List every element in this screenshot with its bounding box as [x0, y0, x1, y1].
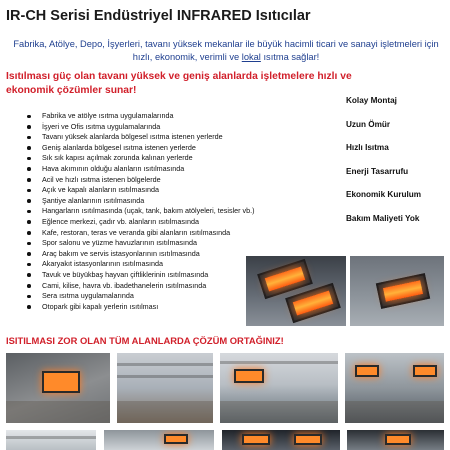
infrared-heater-graphic: [413, 365, 437, 377]
use-case-item: Akaryakıt istasyonlarının ısıtılmasında: [26, 259, 336, 270]
use-case-item: Şantiye alanlarının ısıtılmasında: [26, 196, 336, 207]
installation-photo-3: [220, 353, 338, 423]
feature-item: Uzun Ömür: [346, 119, 391, 129]
use-case-item: Eğlence merkezi, çadır vb. alanların ısıtılmasında: [26, 217, 336, 228]
headline: Isıtılması güç olan tavanı yüksek ve geniş alanlarda işletmelere hızlı ve ekonomik çözümler sunar!: [6, 71, 352, 96]
floor-shape: [220, 401, 338, 423]
intro-text-underlined: lokal: [241, 52, 261, 62]
use-case-item: Sık sık kapısı açılmak zorunda kalınan yerlerde: [26, 153, 336, 164]
ceiling-beam: [220, 361, 338, 364]
use-case-item: Kafe, restoran, teras ve veranda gibi alanların ısıtılmasında: [26, 228, 336, 239]
feature-item: Bakım Maliyeti Yok: [346, 213, 420, 223]
installation-photo-6: [104, 430, 214, 450]
use-case-item: Acil ve hızlı ısıtma istenen bölgelerde: [26, 175, 336, 186]
installation-photo-1: [6, 353, 110, 423]
floor-shape: [345, 401, 444, 423]
installation-photo-5: [6, 430, 96, 450]
feature-item: Enerji Tasarrufu: [346, 166, 409, 176]
use-case-item: Sera ısıtma uygulamalarında: [26, 291, 336, 302]
use-case-item: Hava akımının olduğu alanların ısıtılmasında: [26, 164, 336, 175]
infrared-heater-graphic: [355, 365, 379, 377]
use-case-item: Fabrika ve atölye ısıtma uygulamalarında: [26, 111, 336, 122]
installation-photo-8: [347, 430, 444, 450]
infrared-heater-graphic: [42, 371, 80, 393]
floor-shape: [6, 401, 110, 423]
use-case-item: Spor salonu ve yüzme havuzlarının ısıtılmasında: [26, 238, 336, 249]
heater-photo-1: [246, 256, 346, 326]
infrared-heater-graphic: [242, 434, 270, 445]
floor-shape: [117, 401, 213, 423]
use-case-item: Açık ve kapalı alanların ısıtılmasında: [26, 185, 336, 196]
use-case-item: Otopark gibi kapalı yerlerin ısıtılması: [26, 302, 336, 313]
feature-item: Kolay Montaj: [346, 96, 397, 105]
heater-photo-2: [350, 256, 444, 326]
use-case-item: Hangarların ısıtılmasında (uçak, tank, bakım atölyeleri, tesisler vb.): [26, 206, 336, 217]
use-case-item: Araç bakım ve servis istasyonlarının ısıtılmasında: [26, 249, 336, 260]
intro-text: [10, 38, 442, 64]
ceiling-beam: [117, 375, 213, 378]
infrared-heater-graphic: [294, 434, 322, 445]
installation-photo-2: [117, 353, 213, 423]
installation-photo-7: [222, 430, 340, 450]
use-case-item: Cami, kilise, havra vb. ibadethanelerin ısıtılmasında: [26, 281, 336, 292]
gallery-caption: ISITILMASI ZOR OLAN TÜM ALANLARDA ÇÖZÜM ORTAĞINIZ!: [6, 335, 284, 346]
infrared-heater-graphic: [164, 434, 188, 444]
use-case-item: Tavuk ve büyükbaş hayvan çiftliklerinin ısıtılmasında: [26, 270, 336, 281]
feature-item: Hızlı Isıtma: [346, 143, 389, 152]
feature-list: [346, 96, 450, 237]
installation-photo-4: [345, 353, 444, 423]
infrared-heater-graphic: [385, 434, 411, 445]
page-title: IR-CH Serisi Endüstriyel INFRARED Isıtıcılar: [6, 8, 311, 24]
infrared-heater-graphic: [234, 369, 264, 383]
top-banner: [0, 0, 450, 8]
infrared-heater-graphic: [376, 273, 430, 309]
use-case-item: Geniş alanlarda bölgesel ısıtma istenen yerlerde: [26, 143, 336, 154]
feature-item: Ekonomik Kurulum: [346, 190, 422, 199]
ceiling-beam: [6, 436, 96, 439]
intro-text-part2: ısıtma sağlar!: [260, 52, 320, 62]
ceiling-beam: [117, 363, 213, 366]
use-case-item: İşyeri ve Ofis ısıtma uygulamalarında: [26, 122, 336, 133]
use-case-item: Tavanı yüksek alanlarda bölgesel ısıtma istenen yerlerde: [26, 132, 336, 143]
intro-text-part1: Fabrika, Atölye, Depo, İşyerleri, tavanı yüksek mekanlar ile büyük hacimli ticari ve sanayi işletmeleri için hızlı, ekonomik, verimli ve: [13, 39, 439, 62]
